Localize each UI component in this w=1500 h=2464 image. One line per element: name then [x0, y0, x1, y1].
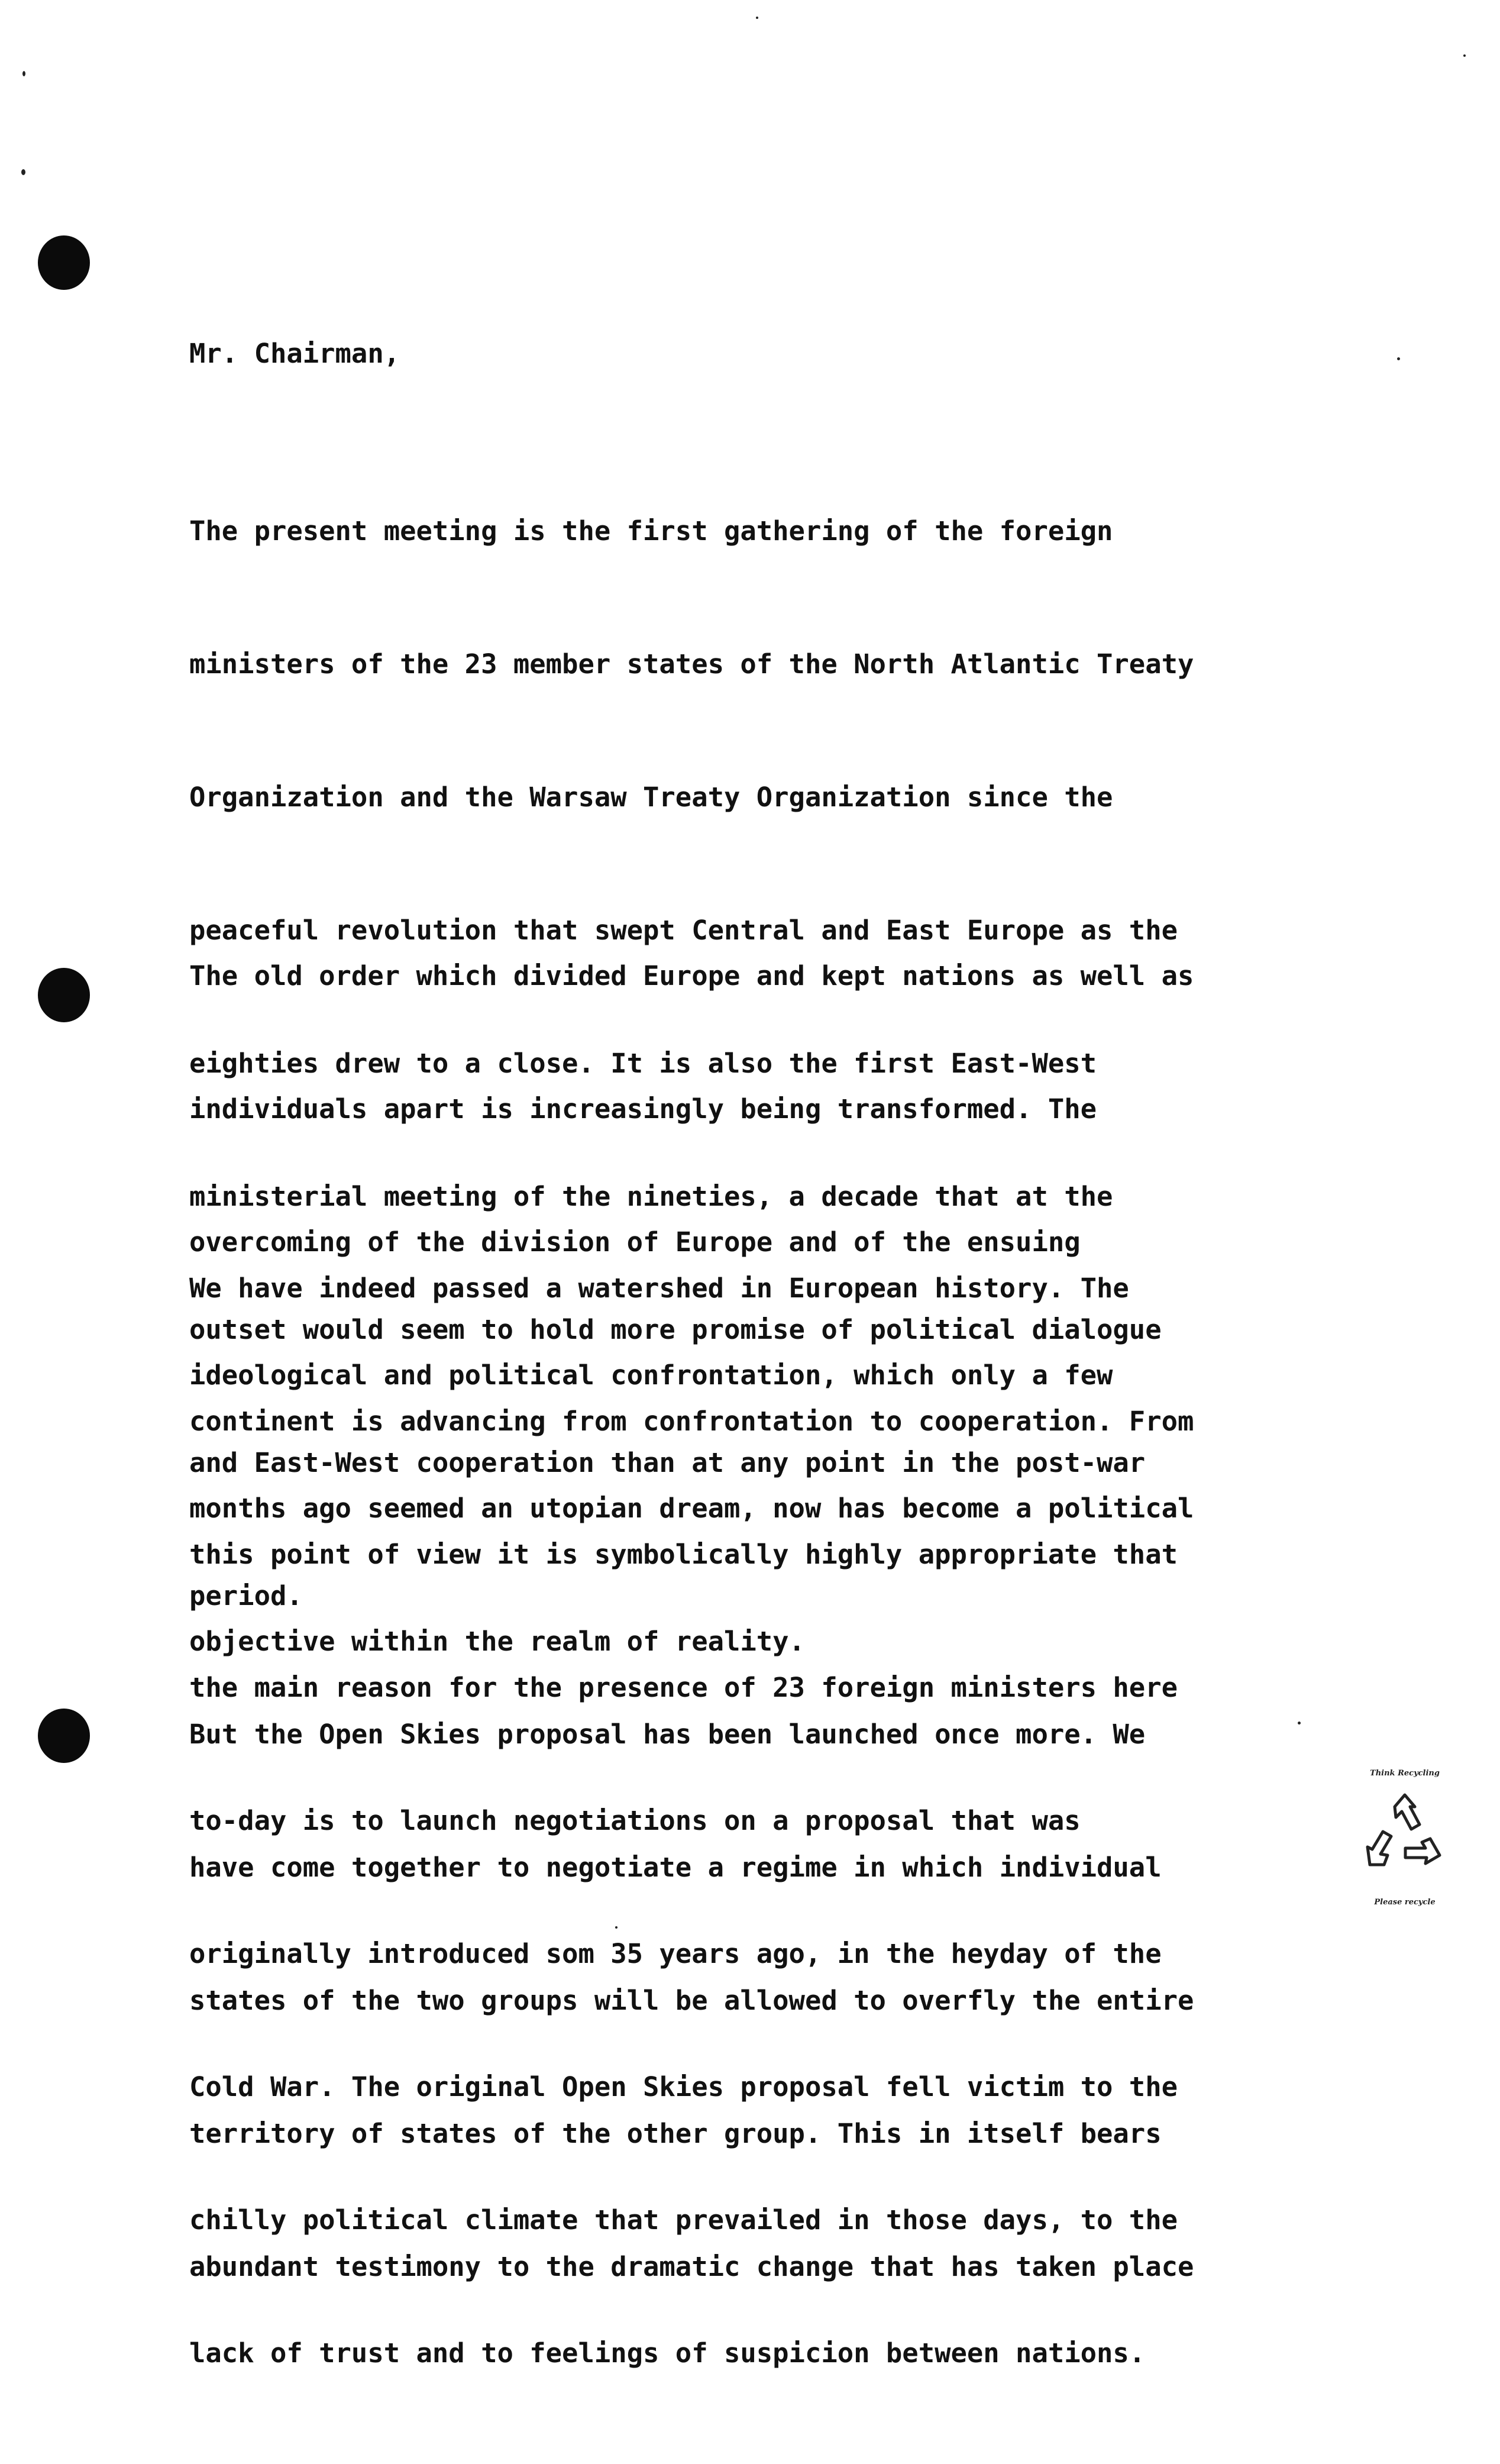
text-line: territory of states of the other group. This in itself bears [189, 2118, 1162, 2149]
text-line: months ago seemed an utopian dream, now has become a political [189, 1493, 1194, 1524]
text-line: outset would seem to hold more promise of political dialogue [189, 1314, 1162, 1345]
text-line: ideological and political confrontation, which only a few [189, 1359, 1113, 1391]
scan-speck [1463, 54, 1466, 57]
text-line: But the Open Skies proposal has been launched once more. We [189, 1719, 1146, 1750]
salutation: Mr. Chairman, [189, 338, 400, 369]
text-line: We have indeed passed a watershed in European history. The [189, 1273, 1129, 1304]
scan-speck [22, 71, 25, 76]
punch-hole-middle [38, 968, 90, 1022]
text-line: Organization and the Warsaw Treaty Organization since the [189, 781, 1113, 813]
text-line: overcoming of the division of Europe and of the ensuing [189, 1226, 1081, 1258]
text-line: individuals apart is increasingly being transformed. The [189, 1093, 1097, 1125]
recycle-mark [1354, 1769, 1455, 1911]
punch-hole-bottom [38, 1709, 90, 1763]
text-line: period. [189, 1580, 303, 1612]
text-line: chilly political climate that prevailed in those days, to the [189, 2204, 1178, 2236]
text-line: eighties drew to a close. It is also the first East-West [189, 1048, 1097, 1079]
text-line: ministerial meeting of the nineties, a decade that at the [189, 1181, 1113, 1212]
text-line: this point of view it is symbolically highly appropriate that [189, 1539, 1178, 1570]
text-line: to-day is to launch negotiations on a proposal that was [189, 1805, 1081, 1836]
paragraph-4 [189, 1623, 1313, 2378]
scan-speck [21, 169, 25, 175]
text-line: abundant testimony to the dramatic change that has taken place [189, 2251, 1194, 2282]
punch-hole-top [38, 235, 90, 290]
scan-speck [756, 17, 758, 19]
recycle-icon [1360, 1790, 1449, 1891]
text-line: The present meeting is the first gathering of the foreign [189, 515, 1113, 547]
text-line: and East-West cooperation than at any point in the post-war [189, 1447, 1146, 1478]
text-line: ministers of the 23 member states of the North Atlantic Treaty [189, 648, 1194, 680]
text-line: have come together to negotiate a regime in which individual [189, 1852, 1162, 1883]
text-line: originally introduced som 35 years ago, in the heyday of the [189, 1938, 1162, 1969]
text-line: objective within the realm of reality. [189, 1626, 805, 1657]
scan-speck [1397, 357, 1400, 360]
text-line: the main reason for the presence of 23 foreign ministers here [189, 1672, 1178, 1703]
recycle-bottom-text: Please recycle [1374, 1898, 1436, 1907]
text-line: lack of trust and to feelings of suspicion between nations. [189, 2337, 1146, 2369]
text-line: continent is advancing from confrontation to cooperation. From [189, 1406, 1194, 1437]
text-line: Cold War. The original Open Skies proposal fell victim to the [189, 2071, 1178, 2103]
recycle-top-text: Think Recycling [1370, 1769, 1440, 1778]
text-line: states of the two groups will be allowed to overfly the entire [189, 1985, 1194, 2016]
text-line: peaceful revolution that swept Central and East Europe as the [189, 915, 1178, 946]
text-line: The old order which divided Europe and kept nations as well as [189, 960, 1194, 992]
